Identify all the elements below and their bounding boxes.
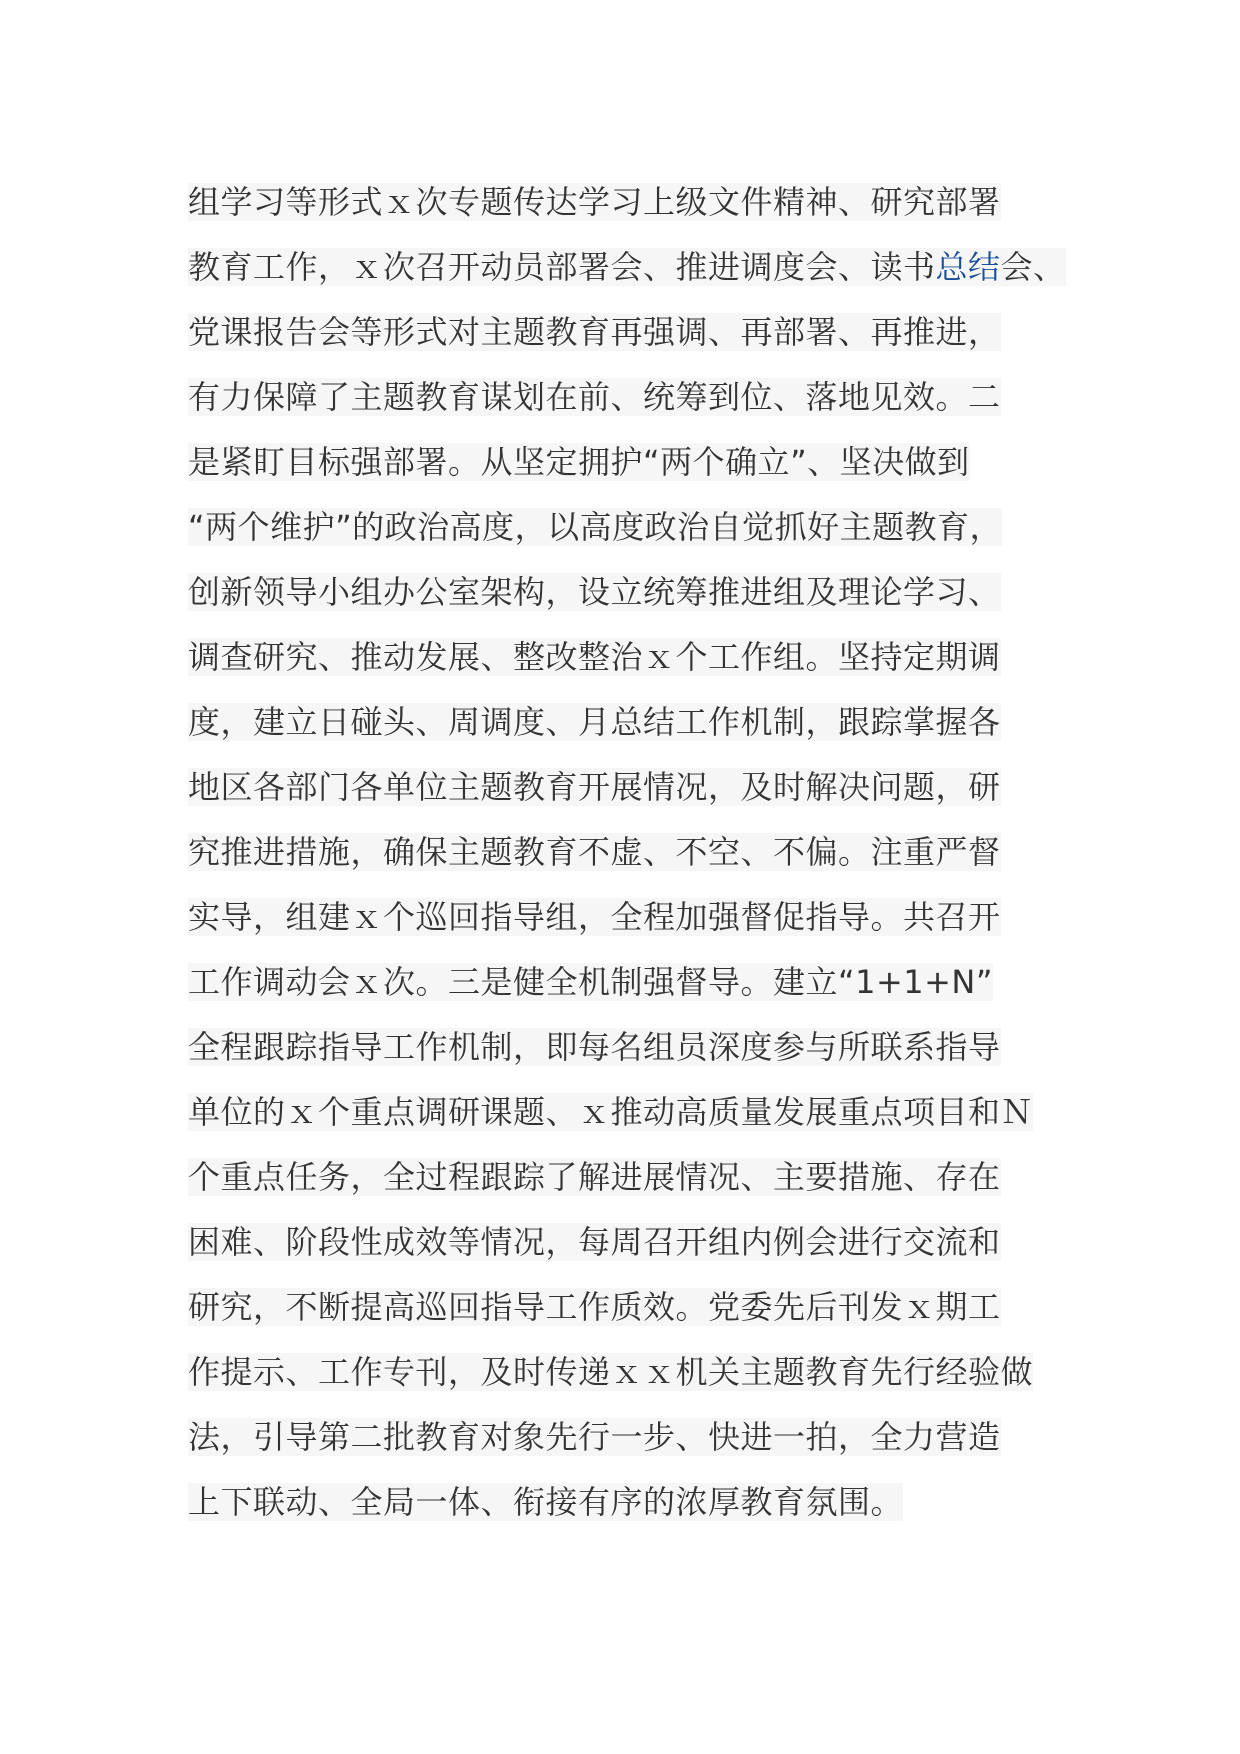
- text-line-content: 实导，组建ｘ个巡回指导组，全程加强督促指导。共召开: [188, 898, 1001, 936]
- text-line-content: 工作调动会ｘ次。三是健全机制强督导。建立“1+1+N”: [188, 963, 993, 1001]
- text-line: [188, 300, 1088, 365]
- text-line-content: 单位的ｘ个重点调研课题、ｘ推动高质量发展重点项目和Ｎ: [188, 1093, 1034, 1131]
- text-line: [188, 430, 1088, 495]
- text-line: [188, 1210, 1088, 1275]
- text-line-content: 是紧盯目标强部署。从坚定拥护“两个确立”、坚决做到: [188, 443, 970, 481]
- body-paragraph: [188, 170, 1088, 1535]
- text-line: [188, 1080, 1088, 1145]
- text-line: [188, 170, 1088, 235]
- text-line-content: “两个维护”的政治高度，以高度政治自觉抓好主题教育，: [188, 508, 1003, 546]
- keyword-link[interactable]: 总结: [935, 248, 1001, 286]
- text-line: [188, 1405, 1088, 1470]
- text-line-content: 上下联动、全局一体、衔接有序的浓厚教育氛围。: [188, 1483, 904, 1521]
- text-line-content: 教育工作，ｘ次召开动员部署会、推进调度会、读书: [188, 248, 936, 286]
- text-line-content: 组学习等形式ｘ次专题传达学习上级文件精神、研究部署: [188, 183, 1001, 221]
- text-line: [188, 625, 1088, 690]
- text-line-content: 究推进措施，确保主题教育不虚、不空、不偏。注重严督: [188, 833, 1001, 871]
- text-line: [188, 560, 1088, 625]
- text-line-content-tail: 会、: [1000, 248, 1066, 286]
- text-line: [188, 1145, 1088, 1210]
- text-line: [188, 820, 1088, 885]
- text-line-content: 党课报告会等形式对主题教育再强调、再部署、再推进，: [188, 313, 1001, 351]
- text-line-content: 创新领导小组办公室架构，设立统筹推进组及理论学习、: [188, 573, 1001, 611]
- text-line: [188, 950, 1088, 1015]
- text-line: [188, 1340, 1088, 1405]
- text-line: [188, 1275, 1088, 1340]
- text-line-content: 调查研究、推动发展、整改整治ｘ个工作组。坚持定期调: [188, 638, 1001, 676]
- text-line: [188, 1470, 1088, 1535]
- text-line-content: 法，引导第二批教育对象先行一步、快进一拍，全力营造: [188, 1418, 1001, 1456]
- text-line-content: 研究，不断提高巡回指导工作质效。党委先后刊发ｘ期工: [188, 1288, 1001, 1326]
- text-line-content: 度，建立日碰头、周调度、月总结工作机制，跟踪掌握各: [188, 703, 1001, 741]
- text-line: [188, 365, 1088, 430]
- text-line: [188, 235, 1088, 300]
- text-line-content: 个重点任务，全过程跟踪了解进展情况、主要措施、存在: [188, 1158, 1001, 1196]
- text-line-content: 困难、阶段性成效等情况，每周召开组内例会进行交流和: [188, 1223, 1001, 1261]
- text-line: [188, 885, 1088, 950]
- text-line: [188, 1015, 1088, 1080]
- text-line-content: 地区各部门各单位主题教育开展情况，及时解决问题，研: [188, 768, 1001, 806]
- text-line: [188, 755, 1088, 820]
- text-line-content: 全程跟踪指导工作机制，即每名组员深度参与所联系指导: [188, 1028, 1001, 1066]
- text-line: [188, 690, 1088, 755]
- text-line-content: 作提示、工作专刊，及时传递ｘｘ机关主题教育先行经验做: [188, 1353, 1034, 1391]
- text-line-content: 有力保障了主题教育谋划在前、统筹到位、落地见效。二: [188, 378, 1001, 416]
- text-line: [188, 495, 1088, 560]
